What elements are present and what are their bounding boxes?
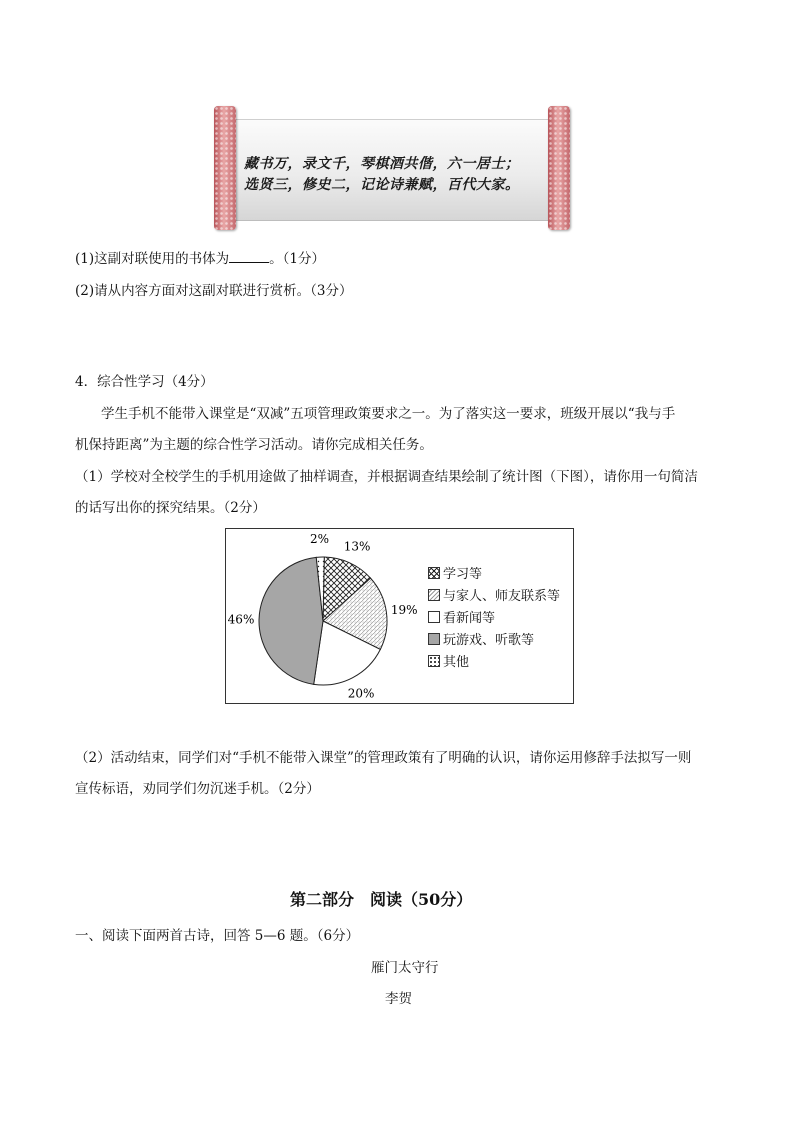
q3-sub1-score: 。（1分） xyxy=(269,251,325,267)
section1-instruction: 一、阅读下面两首古诗，回答 5—6 题。（6分） xyxy=(75,928,360,944)
part2-heading: 第二部分 阅读（50分） xyxy=(290,890,473,909)
couplet-line-1: 藏书万，录文千，琴棋酒共偕，六一居士； xyxy=(244,156,520,172)
legend-swatch xyxy=(428,655,440,667)
q4-intro-line-2: 机保持距离”为主题的综合性学习活动。请你完成相关任务。 xyxy=(75,437,433,453)
scroll-roller-right xyxy=(548,106,570,230)
legend-item xyxy=(428,585,560,604)
legend-swatch xyxy=(428,589,440,601)
legend-item xyxy=(428,651,469,670)
legend-item xyxy=(428,629,534,648)
q4-task1-line-1: （1）学校对全校学生的手机用途做了抽样调查，并根据调查结果绘制了统计图（下图），请你用一句简洁 xyxy=(75,469,698,485)
legend-item xyxy=(428,563,482,582)
pie-data-label-1: 13% xyxy=(343,539,371,554)
scroll-roller-left xyxy=(214,106,236,230)
legend-label: 学习等 xyxy=(443,567,483,582)
pie-chart xyxy=(225,528,574,704)
legend-swatch xyxy=(428,611,440,623)
couplet-scroll-image xyxy=(214,106,570,230)
legend-label: 其他 xyxy=(443,655,470,670)
q3-sub1 xyxy=(75,249,325,269)
legend-label: 看新闻等 xyxy=(443,611,496,626)
q4-task2-line-2: 宣传标语，劝同学们勿沉迷手机。（2分） xyxy=(75,781,320,797)
q4-task1-line-2: 的话写出你的探究结果。（2分） xyxy=(75,500,266,516)
q4-task2-line-1: （2）活动结束，同学们对“手机不能带入课堂”的管理政策有了明确的认识，请你运用修辞手法拟写一则 xyxy=(75,750,692,766)
legend-label: 玩游戏、听歌等 xyxy=(443,633,535,648)
q3-sub1-text: (1)这副对联使用的书体为 xyxy=(75,251,230,267)
pie-data-label-3: 20% xyxy=(347,686,375,701)
answer-blank[interactable] xyxy=(229,249,269,263)
pie-data-label-4: 46% xyxy=(227,612,255,627)
legend-item xyxy=(428,607,495,626)
pie-chart-svg xyxy=(226,529,426,703)
q3-sub2: (2)请从内容方面对这副对联进行赏析。（3分） xyxy=(75,283,353,299)
pie-data-label-2: 19% xyxy=(390,602,418,617)
pie-data-label-5: 2% xyxy=(309,532,330,547)
couplet-line-2: 选贤三，修史二，记论诗兼赋，百代大家。 xyxy=(244,177,520,193)
legend-swatch xyxy=(428,567,440,579)
poem-title: 雁门太守行 xyxy=(371,960,439,976)
pie-slice-4 xyxy=(259,557,323,684)
q4-intro-line-1: 学生手机不能带入课堂是“双减”五项管理政策要求之一。为了落实这一要求，班级开展以“我与手 xyxy=(101,406,676,422)
poem-author: 李贺 xyxy=(385,991,412,1007)
legend-swatch xyxy=(428,633,440,645)
q4-title: 4．综合性学习（4分） xyxy=(75,374,214,390)
legend-label: 与家人、师友联系等 xyxy=(443,589,561,604)
